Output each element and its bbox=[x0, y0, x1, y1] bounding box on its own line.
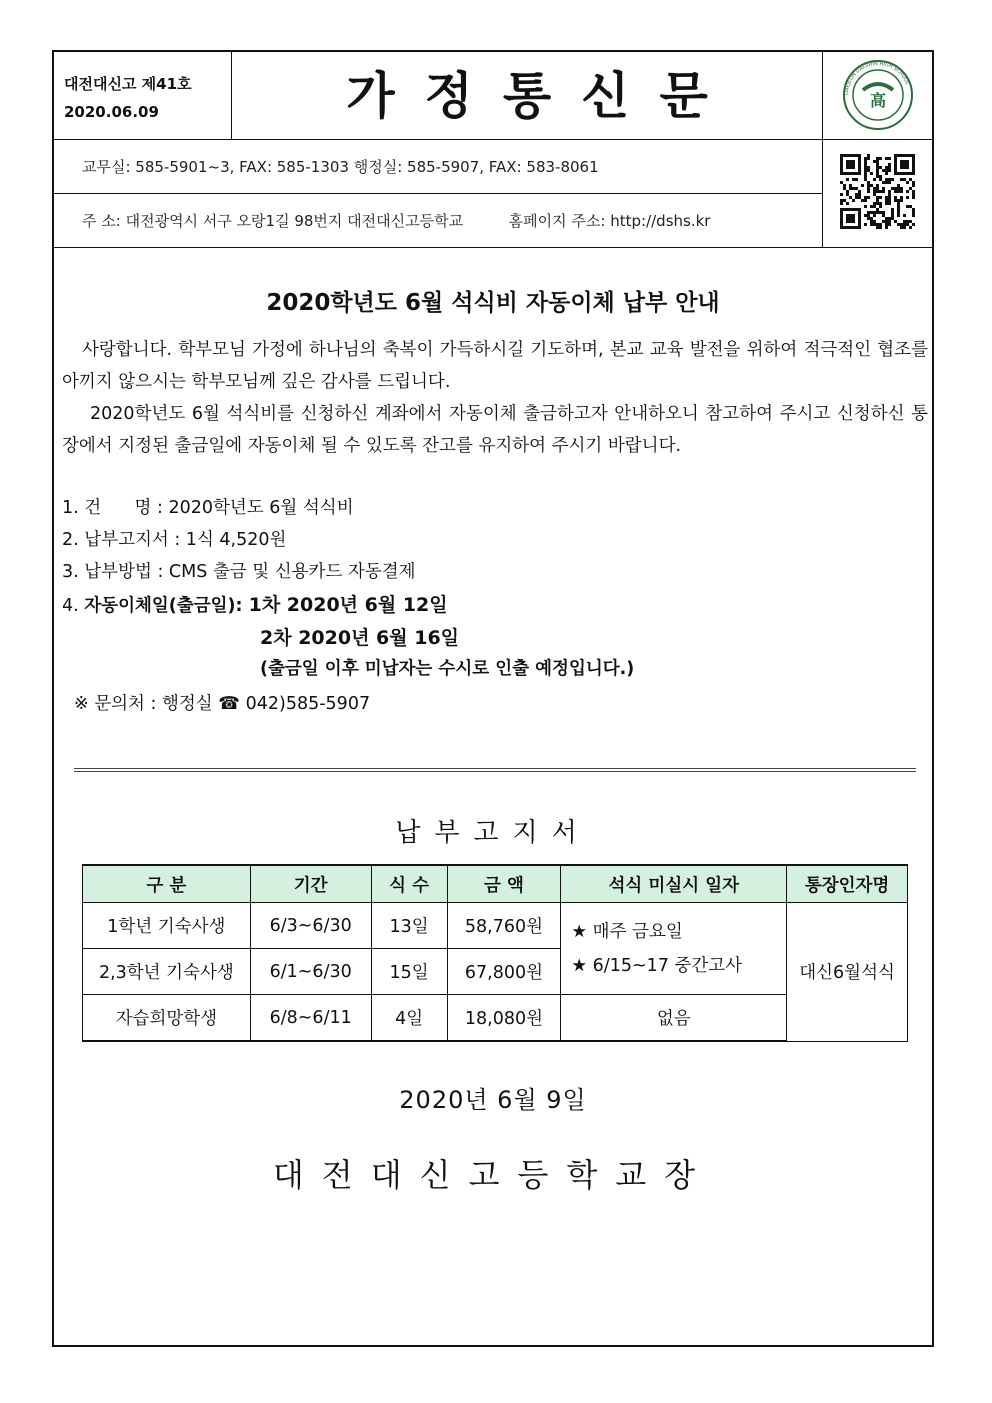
notice-title: 2020학년도 6월 석식비 자동이체 납부 안내 bbox=[266, 290, 720, 316]
notice-frame bbox=[52, 50, 934, 1347]
col-bank-name: 통장인자명 bbox=[787, 865, 908, 903]
item4-number: 4. bbox=[62, 596, 85, 616]
item-debit-date bbox=[62, 589, 448, 622]
row-period: 6/8~6/11 bbox=[250, 995, 371, 1042]
row-amount: 18,080원 bbox=[447, 995, 561, 1042]
guidance-paragraph: 2020학년도 6월 석식비를 신청하신 계좌에서 자동이체 출금하고자 안내하오니 참고하여 주시고 신청하신 통장에서 지정된 출금일에 자동이체 될 수 있도록 잔고를 유지하여 주시기 바랍니다. bbox=[62, 404, 928, 456]
no-meal-note-fridays: ★ 매주 금요일 bbox=[571, 921, 683, 942]
address-line bbox=[54, 194, 822, 248]
contact-line: 교무실: 585-5901~3, FAX: 585-1303 행정실: 585-5907, FAX: 583-8061 bbox=[54, 140, 822, 194]
debit-note: (출금일 이후 미납자는 수시로 인출 예정입니다.) bbox=[260, 659, 635, 679]
intro-paragraph: 사랑합니다. 학부모님 가정에 하나님의 축복이 가득하시길 기도하며, 본교 교육 발전을 위하여 적극적인 협조를 아끼지 않으시는 학부모님께 깊은 감사를 드립니다. bbox=[62, 340, 928, 392]
row-meals: 13일 bbox=[371, 903, 447, 949]
no-meal-none: 없음 bbox=[561, 995, 787, 1042]
row-amount: 67,800원 bbox=[447, 949, 561, 995]
debit-first: 1차 2020년 6월 12일 bbox=[248, 594, 448, 616]
item-bill: 2. 납부고지서 : 1식 4,520원 bbox=[62, 530, 287, 550]
inquiry: ※ 문의처 : 행정실 ☎ 042)585-5907 bbox=[74, 694, 371, 714]
newsletter-title: 가정통신문 bbox=[232, 52, 822, 140]
school-logo-icon bbox=[823, 52, 933, 138]
row-period: 6/1~6/30 bbox=[250, 949, 371, 995]
row-category: 자습희망학생 bbox=[83, 995, 251, 1042]
qr-code-box bbox=[822, 140, 934, 248]
principal-signature: 대전대신고등학교장 bbox=[272, 1156, 714, 1194]
col-amount: 금 액 bbox=[447, 865, 561, 903]
col-category: 구 분 bbox=[83, 865, 251, 903]
row-period: 6/3~6/30 bbox=[250, 903, 371, 949]
col-no-meal-dates: 석식 미실시 일자 bbox=[561, 865, 787, 903]
issue-date-footer: 2020년 6월 9일 bbox=[399, 1086, 587, 1114]
address: 대전광역시 서구 오랑1길 98번지 대전대신고등학교 bbox=[125, 212, 464, 230]
item4-label: 자동이체일(출금일): bbox=[84, 596, 249, 616]
item-subject: 1. 건 명 : 2020학년도 6월 석식비 bbox=[62, 498, 354, 518]
address-label: 주 소: bbox=[82, 212, 121, 230]
logo-ring-text: DAEJEON DAESHIN HIGH SCHOOL bbox=[843, 60, 911, 96]
issue-number: 대전대신고 제41호 bbox=[64, 75, 192, 93]
no-meal-note-exams: ★ 6/15~17 중간고사 bbox=[571, 955, 743, 976]
row-meals: 4일 bbox=[371, 995, 447, 1042]
no-meal-notes bbox=[561, 903, 787, 995]
row-category: 2,3학년 기숙사생 bbox=[83, 949, 251, 995]
double-divider bbox=[74, 768, 916, 772]
item-method: 3. 납부방법 : CMS 출금 및 신용카드 자동결제 bbox=[62, 562, 416, 582]
issue-number-box bbox=[54, 52, 232, 140]
col-meals: 식 수 bbox=[371, 865, 447, 903]
qr-code-icon bbox=[823, 140, 933, 246]
table-row bbox=[83, 903, 908, 949]
row-meals: 15일 bbox=[371, 949, 447, 995]
bill-title: 납부고지서 bbox=[395, 818, 591, 848]
debit-second: 2차 2020년 6월 16일 bbox=[260, 627, 460, 649]
row-category: 1학년 기숙사생 bbox=[83, 903, 251, 949]
row-amount: 58,760원 bbox=[447, 903, 561, 949]
contact-info bbox=[54, 140, 822, 248]
homepage-link[interactable]: http://dshs.kr bbox=[610, 212, 711, 230]
fee-table bbox=[82, 864, 908, 1042]
table-header-row bbox=[83, 865, 908, 903]
issue-date: 2020.06.09 bbox=[64, 103, 159, 121]
col-period: 기간 bbox=[250, 865, 371, 903]
homepage-label: 홈페이지 주소: bbox=[508, 212, 606, 230]
logo-glyph: 高 bbox=[869, 91, 887, 110]
table-row bbox=[83, 995, 908, 1042]
bank-name: 대신6월석식 bbox=[787, 903, 908, 1042]
school-logo-box bbox=[822, 52, 934, 140]
